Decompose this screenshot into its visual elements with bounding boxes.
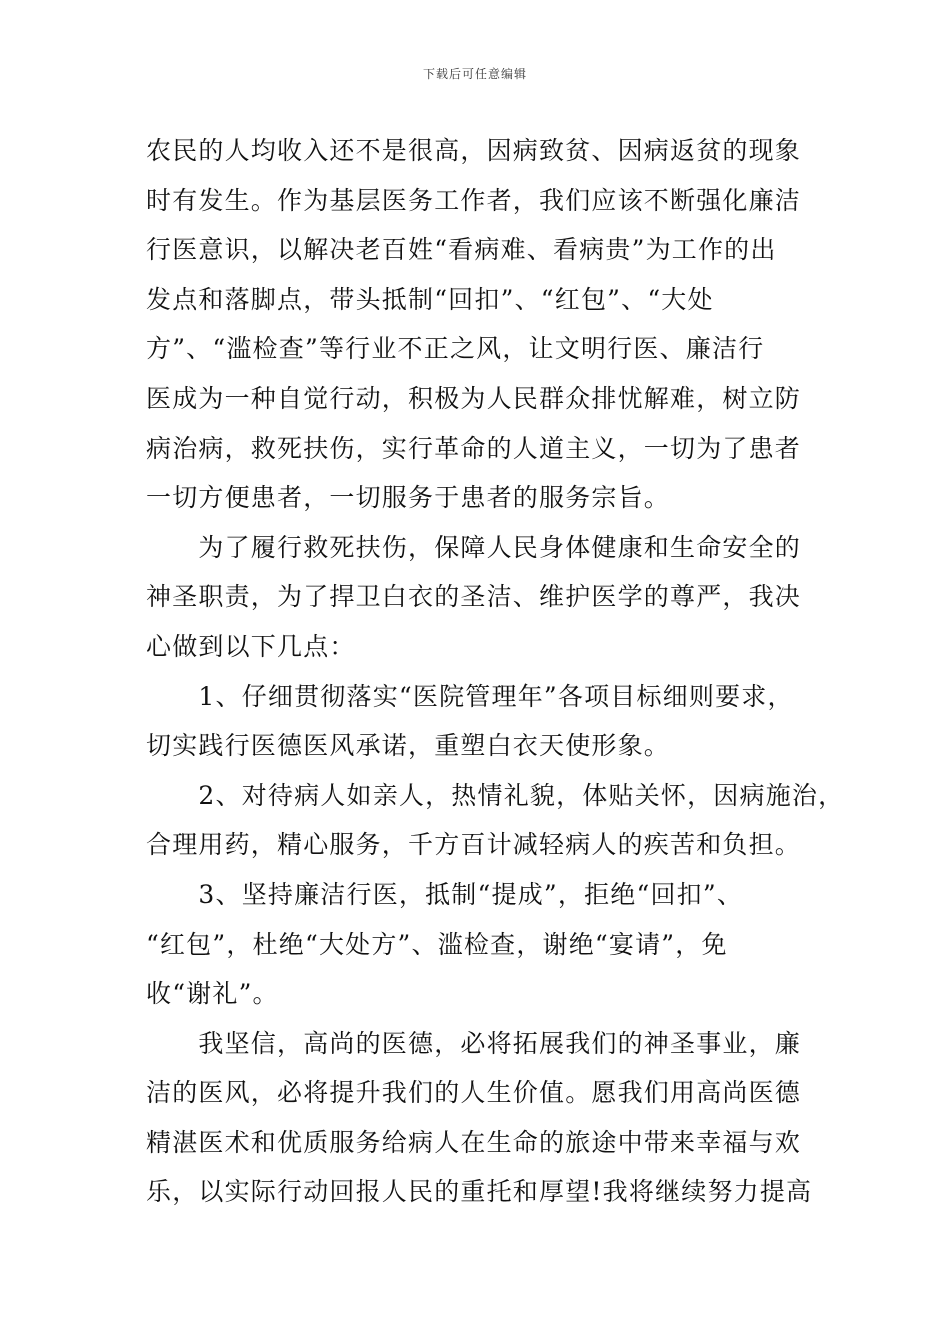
text-line: 心做到以下几点： — [146, 631, 356, 661]
text-line: 2、对待病人如亲人，热情礼貌，体贴关怀，因病施治， — [146, 780, 845, 810]
text-line: 神圣职责，为了捍卫白衣的圣洁、维护医学的尊严，我决 — [146, 582, 802, 612]
text-line: 行医意识，以解决老百姓“看病难、看病贵”为工作的出 — [146, 235, 777, 265]
text-line: 我坚信，高尚的医德，必将拓展我们的神圣事业，廉 — [146, 1028, 802, 1058]
text-line: 收“谢礼”。 — [146, 979, 279, 1009]
page-header: 下载后可任意编辑 — [422, 67, 527, 81]
text-line: 切实践行医德医风承诺，重塑白衣天使形象。 — [146, 731, 671, 761]
text-line: 3、坚持廉洁行医，抵制“提成”，拒绝“回扣”、 — [146, 879, 744, 909]
text-line: 医成为一种自觉行动，积极为人民群众排忧解难，树立防 — [146, 383, 802, 413]
text-line: 1、仔细贯彻落实“医院管理年”各项目标细则要求， — [146, 681, 794, 711]
text-line: 为了履行救死扶伤，保障人民身体健康和生命安全的 — [146, 532, 802, 562]
text-line: 农民的人均收入还不是很高，因病致贫、因病返贫的现象 — [146, 136, 802, 165]
text-line: 洁的医风，必将提升我们的人生价值。愿我们用高尚医德 — [146, 1078, 802, 1108]
text-line: 时有发生。作为基层医务工作者，我们应该不断强化廉洁 — [146, 185, 802, 215]
text-line: 发点和落脚点，带头抵制“回扣”、“红包”、“大处 — [146, 284, 714, 314]
text-line: “红包”，杜绝“大处方”、滥检查，谢绝“宴请”，免 — [146, 929, 728, 959]
text-line: 一切方便患者，一切服务于患者的服务宗旨。 — [146, 483, 671, 513]
text-line: 精湛医术和优质服务给病人在生命的旅途中带来幸福与欢 — [146, 1127, 802, 1157]
document-body — [146, 126, 845, 1217]
text-line: 方”、“滥检查”等行业不正之风，让文明行医、廉洁行 — [146, 334, 765, 364]
text-line: 合理用药，精心服务，千方百计减轻病人的疾苦和负担。 — [146, 830, 802, 860]
text-line: 乐，以实际行动回报人民的重托和厚望!我将继续努力提高 — [146, 1177, 813, 1207]
text-line: 病治病，救死扶伤，实行革命的人道主义，一切为了患者 — [146, 433, 802, 463]
